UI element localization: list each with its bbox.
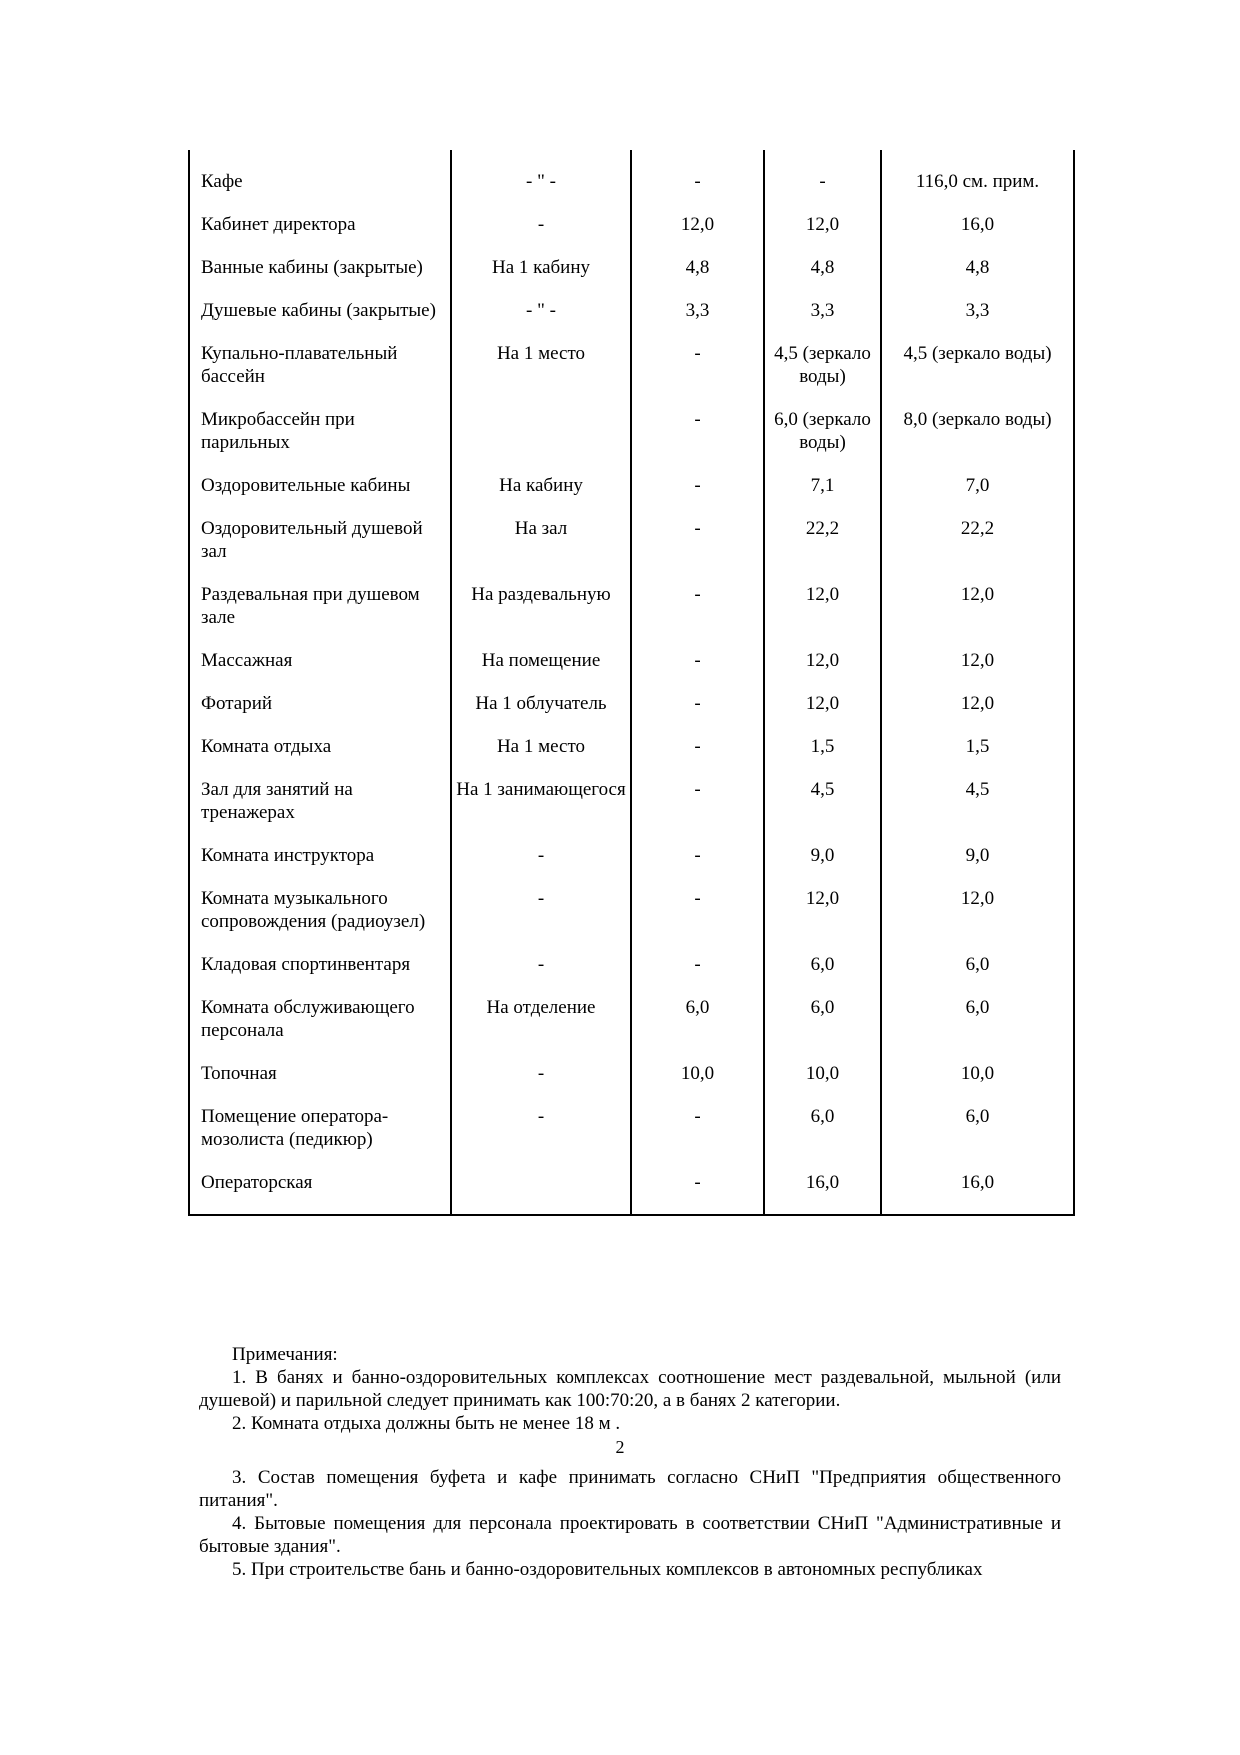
table-row <box>189 279 1074 322</box>
table-row <box>189 933 1074 976</box>
table-cell: - <box>631 454 764 497</box>
table-cell: 6,0 <box>881 1085 1074 1151</box>
table-row <box>189 563 1074 629</box>
table-cell: 12,0 <box>631 193 764 236</box>
table-cell: Фотарий <box>189 672 451 715</box>
table-cell: - <box>631 629 764 672</box>
table-cell: 10,0 <box>764 1042 881 1085</box>
table-cell: На помещение <box>451 629 631 672</box>
table-cell: Помещение оператора-мозолиста (педикюр) <box>189 1085 451 1151</box>
table-cell: 4,8 <box>764 236 881 279</box>
table-cell: 9,0 <box>881 824 1074 867</box>
table-cell: - <box>451 867 631 933</box>
note-2: 2. Комната отдыха должны быть не менее 18 м . <box>232 1413 621 1434</box>
table-cell: 6,0 <box>764 933 881 976</box>
table-cell: 3,3 <box>764 279 881 322</box>
table-cell: 16,0 <box>881 193 1074 236</box>
table-cell: Оздоровительный душевой зал <box>189 497 451 563</box>
notes-block-2 <box>199 1466 1061 1581</box>
table-cell: - " - <box>451 150 631 193</box>
table-cell: 116,0 см. прим. <box>881 150 1074 193</box>
table-cell: На кабину <box>451 454 631 497</box>
table-cell: 3,3 <box>881 279 1074 322</box>
table-row <box>189 1042 1074 1085</box>
table-cell: Раздевальная при душевом зале <box>189 563 451 629</box>
notes-title: Примечания: <box>232 1344 338 1365</box>
table-cell: 4,8 <box>881 236 1074 279</box>
table-row <box>189 629 1074 672</box>
table-cell: 12,0 <box>881 563 1074 629</box>
table-cell <box>451 1151 631 1215</box>
table-row <box>189 388 1074 454</box>
table-cell: - <box>631 758 764 824</box>
page-number: 2 <box>615 1437 625 1457</box>
table-row <box>189 193 1074 236</box>
table-cell: Комната обслуживающего персонала <box>189 976 451 1042</box>
table-cell: Кабинет директора <box>189 193 451 236</box>
table-cell: - <box>631 1085 764 1151</box>
table-cell: 4,5 (зеркало воды) <box>881 322 1074 388</box>
table-cell: 6,0 <box>764 976 881 1042</box>
table-cell: 16,0 <box>764 1151 881 1215</box>
table-cell: 8,0 (зеркало воды) <box>881 388 1074 454</box>
table-cell: На 1 место <box>451 322 631 388</box>
table-cell: 7,1 <box>764 454 881 497</box>
table-cell: - <box>631 322 764 388</box>
table-cell: Кафе <box>189 150 451 193</box>
table-cell: На 1 занимающегося <box>451 758 631 824</box>
table-cell: 4,5 (зеркало воды) <box>764 322 881 388</box>
table-row <box>189 715 1074 758</box>
table-cell: - <box>631 497 764 563</box>
table-cell: - <box>631 824 764 867</box>
table-cell: На 1 кабину <box>451 236 631 279</box>
table-cell: 12,0 <box>881 629 1074 672</box>
table-cell: Зал для занятий на тренажерах <box>189 758 451 824</box>
table-cell: 12,0 <box>881 867 1074 933</box>
table-row <box>189 1151 1074 1215</box>
table-cell: 7,0 <box>881 454 1074 497</box>
table-cell: 22,2 <box>881 497 1074 563</box>
table-cell: Душевые кабины (закрытые) <box>189 279 451 322</box>
table-cell: 22,2 <box>764 497 881 563</box>
table-cell: 3,3 <box>631 279 764 322</box>
table-cell: - <box>451 193 631 236</box>
table-cell: - " - <box>451 279 631 322</box>
table-cell: 6,0 <box>881 933 1074 976</box>
table-row <box>189 454 1074 497</box>
table-cell: - <box>451 1042 631 1085</box>
table-cell: - <box>631 388 764 454</box>
table-cell: Ванные кабины (закрытые) <box>189 236 451 279</box>
table-cell: 16,0 <box>881 1151 1074 1215</box>
table-row <box>189 758 1074 824</box>
table-row <box>189 236 1074 279</box>
table-cell: Комната инструктора <box>189 824 451 867</box>
table-cell: 9,0 <box>764 824 881 867</box>
note-3: 3. Состав помещения буфета и кафе принимать согласно СНиП "Предприятия общественного питания". <box>199 1467 1061 1511</box>
table-cell <box>451 388 631 454</box>
note-1: 1. В банях и банно-оздоровительных комплексах соотношение мест раздевальной, мыльной (или душевой) и парильной следует принимать как 100:70:20, а в банях 2 категории. <box>199 1367 1061 1411</box>
table-row <box>189 150 1074 193</box>
table-cell: 1,5 <box>764 715 881 758</box>
table-cell: 12,0 <box>764 629 881 672</box>
table-cell: На отделение <box>451 976 631 1042</box>
table-cell: 1,5 <box>881 715 1074 758</box>
table-cell: 4,5 <box>764 758 881 824</box>
table-cell: 12,0 <box>764 672 881 715</box>
table-cell: На 1 облучатель <box>451 672 631 715</box>
table-cell: 6,0 <box>764 1085 881 1151</box>
table-cell: 12,0 <box>764 867 881 933</box>
table-cell: - <box>631 1151 764 1215</box>
table-row <box>189 824 1074 867</box>
rooms-table <box>188 150 1075 1216</box>
table-cell: - <box>451 933 631 976</box>
table-cell: 6,0 (зеркало воды) <box>764 388 881 454</box>
table-cell: Кладовая спортинвентаря <box>189 933 451 976</box>
table-cell: 4,5 <box>881 758 1074 824</box>
table-cell: - <box>631 933 764 976</box>
table-cell: 12,0 <box>881 672 1074 715</box>
table-cell: 12,0 <box>764 563 881 629</box>
note-4: 4. Бытовые помещения для персонала проектировать в соответствии СНиП "Административные и бытовые здания". <box>199 1513 1061 1557</box>
table-cell: На раздевальную <box>451 563 631 629</box>
table-row <box>189 867 1074 933</box>
table-cell: - <box>631 150 764 193</box>
table-cell: Массажная <box>189 629 451 672</box>
table-cell: Микробассейн при парильных <box>189 388 451 454</box>
table-cell: - <box>451 824 631 867</box>
table-cell: 10,0 <box>881 1042 1074 1085</box>
note-5: 5. При строительстве бань и банно-оздоровительных комплексов в автономных республиках <box>232 1559 983 1580</box>
table-row <box>189 322 1074 388</box>
table-cell: - <box>451 1085 631 1151</box>
table-cell: Комната музыкального сопровождения (радиоузел) <box>189 867 451 933</box>
table-cell: Операторская <box>189 1151 451 1215</box>
table-cell: Купально-плавательный бассейн <box>189 322 451 388</box>
table-cell: - <box>764 150 881 193</box>
table-cell: На зал <box>451 497 631 563</box>
table-cell: - <box>631 867 764 933</box>
table-row <box>189 1085 1074 1151</box>
table-cell: 6,0 <box>881 976 1074 1042</box>
table-cell: Топочная <box>189 1042 451 1085</box>
rooms-table-body <box>189 150 1074 1215</box>
table-cell: 10,0 <box>631 1042 764 1085</box>
table-cell: На 1 место <box>451 715 631 758</box>
table-cell: 4,8 <box>631 236 764 279</box>
table-cell: 12,0 <box>764 193 881 236</box>
table-cell: 6,0 <box>631 976 764 1042</box>
notes-block-1 <box>199 1343 1061 1435</box>
table-cell: - <box>631 715 764 758</box>
table-cell: - <box>631 672 764 715</box>
table-cell: Оздоровительные кабины <box>189 454 451 497</box>
table-row <box>189 976 1074 1042</box>
table-cell: Комната отдыха <box>189 715 451 758</box>
table-row <box>189 497 1074 563</box>
table-cell: - <box>631 563 764 629</box>
table-row <box>189 672 1074 715</box>
